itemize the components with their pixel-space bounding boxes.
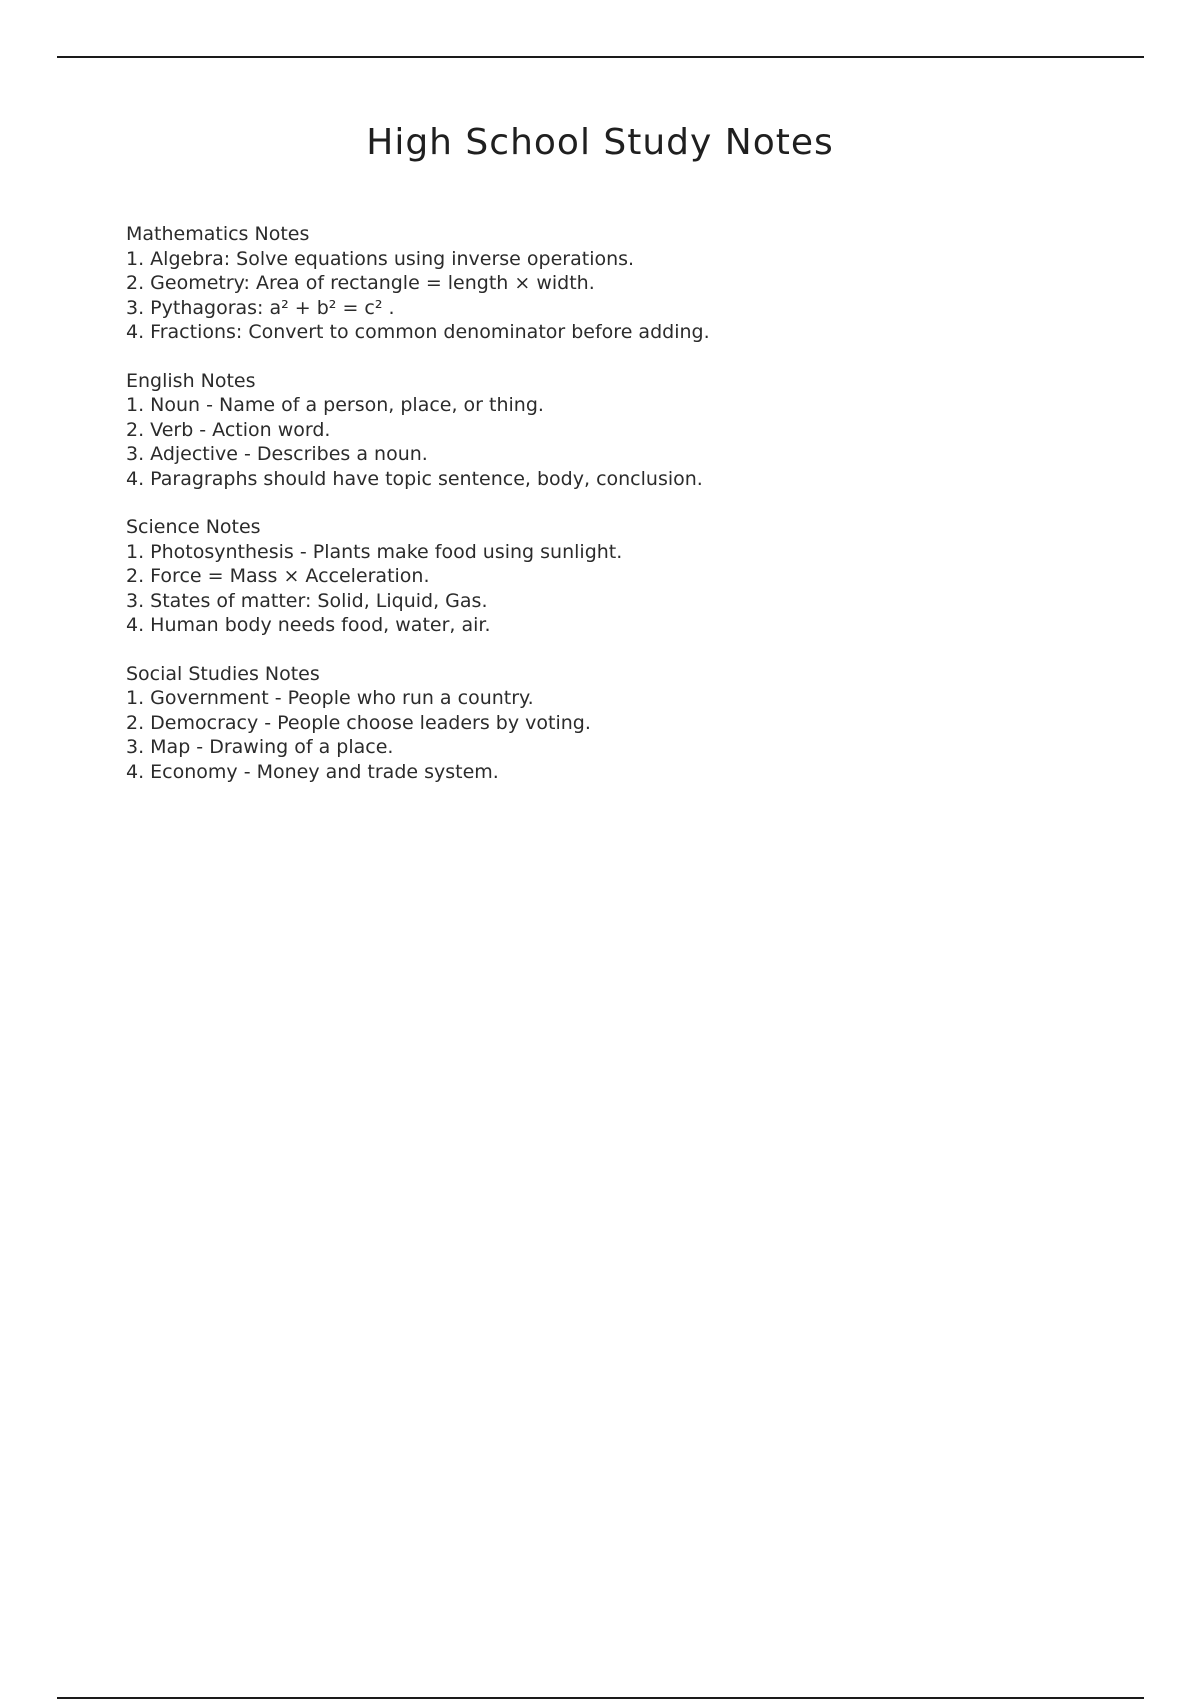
page-title: High School Study Notes [366, 122, 834, 163]
section-heading-english: English Notes [126, 369, 256, 392]
note-item: 3. Pythagoras: a² + b² = c² . [126, 296, 395, 319]
note-item: 4. Paragraphs should have topic sentence, body, conclusion. [126, 467, 703, 490]
section-heading-science: Science Notes [126, 516, 261, 538]
note-list-science [126, 540, 1126, 638]
bottom-rule [57, 1697, 1144, 1699]
note-item: 2. Democracy - People choose leaders by voting. [126, 711, 591, 734]
note-item: 3. States of matter: Solid, Liquid, Gas. [126, 589, 488, 612]
note-item: 4. Fractions: Convert to common denominator before adding. [126, 321, 710, 343]
note-list-social-studies [126, 686, 1126, 784]
section-english [126, 369, 1126, 492]
note-item: 3. Map - Drawing of a place. [126, 736, 394, 758]
note-item: 2. Force = Mass × Acceleration. [126, 565, 430, 587]
note-item: 1. Algebra: Solve equations using inverse operations. [126, 247, 635, 270]
note-item: 3. Adjective - Describes a noun. [126, 443, 428, 465]
note-item: 4. Human body needs food, water, air. [126, 614, 491, 636]
note-item: 2. Verb - Action word. [126, 418, 331, 441]
note-item: 1. Photosynthesis - Plants make food using sunlight. [126, 540, 623, 563]
section-heading-mathematics: Mathematics Notes [126, 223, 310, 245]
top-rule [57, 56, 1144, 58]
note-item: 4. Economy - Money and trade system. [126, 760, 499, 783]
section-mathematics [126, 222, 1126, 345]
section-science [126, 515, 1126, 638]
note-item: 1. Government - People who run a country. [126, 687, 534, 709]
section-social-studies [126, 662, 1126, 785]
note-list-mathematics [126, 247, 1126, 345]
note-list-english [126, 393, 1126, 491]
section-heading-social-studies: Social Studies Notes [126, 662, 320, 685]
notes-content [126, 222, 1126, 808]
note-item: 2. Geometry: Area of rectangle = length × width. [126, 272, 595, 294]
note-item: 1. Noun - Name of a person, place, or thing. [126, 394, 544, 416]
